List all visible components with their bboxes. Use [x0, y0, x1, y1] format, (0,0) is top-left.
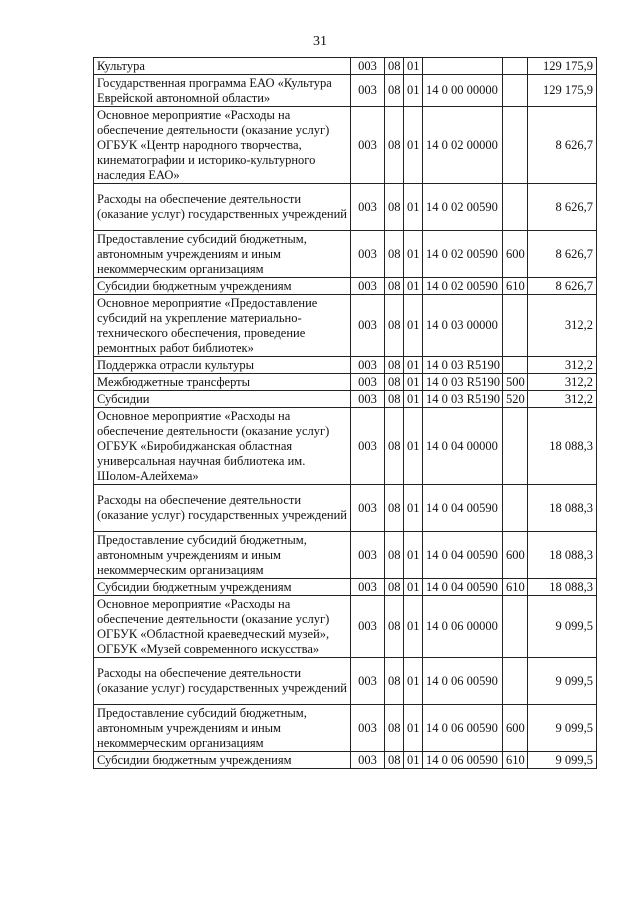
row-name: Основное мероприятие «Предоставление субсидий на укрепление материально-технического обеспечения, проведение ремонтных работ библиотек» — [94, 295, 351, 357]
row-expense-type — [503, 107, 528, 184]
row-amount: 18 088,3 — [528, 485, 597, 532]
row-amount: 9 099,5 — [528, 596, 597, 658]
row-target-code: 14 0 02 00590 — [423, 184, 503, 231]
row-subsection-code: 01 — [404, 579, 423, 596]
row-name: Субсидии бюджетным учреждениям — [94, 278, 351, 295]
row-admin-code: 003 — [351, 357, 385, 374]
table-row — [94, 107, 597, 184]
row-expense-type: 600 — [503, 705, 528, 752]
row-target-code — [423, 58, 503, 75]
row-section-code: 08 — [385, 658, 404, 705]
row-name: Основное мероприятие «Расходы на обеспечение деятельности (оказание услуг) ОГБУК «Центр народного творчества, кинематографии и историко-культурного наследия ЕАО» — [94, 107, 351, 184]
row-admin-code: 003 — [351, 295, 385, 357]
row-name: Предоставление субсидий бюджетным, автономным учреждениям и иным некоммерческим организациям — [94, 231, 351, 278]
row-subsection-code: 01 — [404, 295, 423, 357]
row-admin-code: 003 — [351, 184, 385, 231]
row-expense-type: 600 — [503, 231, 528, 278]
row-admin-code: 003 — [351, 596, 385, 658]
table-row — [94, 295, 597, 357]
table-row — [94, 596, 597, 658]
row-expense-type: 610 — [503, 752, 528, 769]
row-section-code: 08 — [385, 408, 404, 485]
page-number: 31 — [313, 34, 327, 49]
row-target-code: 14 0 03 00000 — [423, 295, 503, 357]
row-subsection-code: 01 — [404, 658, 423, 705]
row-amount: 18 088,3 — [528, 408, 597, 485]
row-target-code: 14 0 04 00590 — [423, 579, 503, 596]
row-subsection-code: 01 — [404, 705, 423, 752]
row-name: Предоставление субсидий бюджетным, автономным учреждениям и иным некоммерческим организациям — [94, 532, 351, 579]
row-subsection-code: 01 — [404, 752, 423, 769]
row-amount: 9 099,5 — [528, 752, 597, 769]
row-name: Субсидии бюджетным учреждениям — [94, 752, 351, 769]
row-subsection-code: 01 — [404, 278, 423, 295]
row-expense-type — [503, 184, 528, 231]
row-expense-type: 500 — [503, 374, 528, 391]
row-expense-type — [503, 408, 528, 485]
row-subsection-code: 01 — [404, 391, 423, 408]
row-expense-type — [503, 75, 528, 107]
row-admin-code: 003 — [351, 231, 385, 278]
row-target-code: 14 0 04 00590 — [423, 532, 503, 579]
row-subsection-code: 01 — [404, 231, 423, 278]
row-section-code: 08 — [385, 752, 404, 769]
row-target-code: 14 0 03 R5190 — [423, 357, 503, 374]
row-amount: 8 626,7 — [528, 231, 597, 278]
row-target-code: 14 0 02 00590 — [423, 231, 503, 278]
row-subsection-code: 01 — [404, 357, 423, 374]
row-expense-type: 520 — [503, 391, 528, 408]
row-amount: 8 626,7 — [528, 184, 597, 231]
table-row — [94, 374, 597, 391]
row-section-code: 08 — [385, 596, 404, 658]
table-row — [94, 391, 597, 408]
row-amount: 8 626,7 — [528, 107, 597, 184]
row-expense-type — [503, 485, 528, 532]
row-target-code: 14 0 02 00590 — [423, 278, 503, 295]
table-row — [94, 658, 597, 705]
table-row — [94, 231, 597, 278]
row-name: Основное мероприятие «Расходы на обеспечение деятельности (оказание услуг) ОГБУК «Биробиджанская областная универсальная научная библиотека им. Шолом-Алейхема» — [94, 408, 351, 485]
row-subsection-code: 01 — [404, 58, 423, 75]
table-row — [94, 184, 597, 231]
row-target-code: 14 0 02 00000 — [423, 107, 503, 184]
row-amount: 312,2 — [528, 374, 597, 391]
row-amount: 18 088,3 — [528, 579, 597, 596]
row-target-code: 14 0 06 00590 — [423, 705, 503, 752]
row-expense-type — [503, 658, 528, 705]
row-subsection-code: 01 — [404, 408, 423, 485]
table-row — [94, 75, 597, 107]
row-admin-code: 003 — [351, 485, 385, 532]
row-section-code: 08 — [385, 357, 404, 374]
row-admin-code: 003 — [351, 705, 385, 752]
row-subsection-code: 01 — [404, 184, 423, 231]
row-section-code: 08 — [385, 579, 404, 596]
row-admin-code: 003 — [351, 658, 385, 705]
row-admin-code: 003 — [351, 58, 385, 75]
row-name: Субсидии бюджетным учреждениям — [94, 579, 351, 596]
budget-table — [93, 57, 597, 769]
row-expense-type: 600 — [503, 532, 528, 579]
row-subsection-code: 01 — [404, 374, 423, 391]
table-row — [94, 357, 597, 374]
row-name: Межбюджетные трансферты — [94, 374, 351, 391]
table-row — [94, 532, 597, 579]
row-section-code: 08 — [385, 374, 404, 391]
row-name: Поддержка отрасли культуры — [94, 357, 351, 374]
row-section-code: 08 — [385, 705, 404, 752]
row-section-code: 08 — [385, 184, 404, 231]
row-admin-code: 003 — [351, 532, 385, 579]
table-row — [94, 408, 597, 485]
row-expense-type — [503, 596, 528, 658]
row-target-code: 14 0 04 00000 — [423, 408, 503, 485]
row-name: Основное мероприятие «Расходы на обеспечение деятельности (оказание услуг) ОГБУК «Областной краеведческий музей», ОГБУК «Музей современного искусства» — [94, 596, 351, 658]
row-admin-code: 003 — [351, 391, 385, 408]
row-name: Предоставление субсидий бюджетным, автономным учреждениям и иным некоммерческим организациям — [94, 705, 351, 752]
row-admin-code: 003 — [351, 278, 385, 295]
row-subsection-code: 01 — [404, 485, 423, 532]
row-admin-code: 003 — [351, 374, 385, 391]
row-subsection-code: 01 — [404, 532, 423, 579]
row-target-code: 14 0 00 00000 — [423, 75, 503, 107]
row-admin-code: 003 — [351, 752, 385, 769]
row-name: Субсидии — [94, 391, 351, 408]
row-target-code: 14 0 06 00000 — [423, 596, 503, 658]
row-section-code: 08 — [385, 107, 404, 184]
row-name: Расходы на обеспечение деятельности (оказание услуг) государственных учреждений — [94, 658, 351, 705]
row-expense-type — [503, 58, 528, 75]
table-row — [94, 705, 597, 752]
row-expense-type — [503, 357, 528, 374]
row-expense-type: 610 — [503, 278, 528, 295]
row-section-code: 08 — [385, 532, 404, 579]
row-amount: 129 175,9 — [528, 58, 597, 75]
row-name: Расходы на обеспечение деятельности (оказание услуг) государственных учреждений — [94, 184, 351, 231]
row-section-code: 08 — [385, 391, 404, 408]
row-expense-type — [503, 295, 528, 357]
row-section-code: 08 — [385, 485, 404, 532]
row-name: Государственная программа ЕАО «Культура Еврейской автономной области» — [94, 75, 351, 107]
row-name: Расходы на обеспечение деятельности (оказание услуг) государственных учреждений — [94, 485, 351, 532]
row-section-code: 08 — [385, 295, 404, 357]
row-target-code: 14 0 06 00590 — [423, 752, 503, 769]
row-amount: 8 626,7 — [528, 278, 597, 295]
row-subsection-code: 01 — [404, 596, 423, 658]
row-amount: 9 099,5 — [528, 705, 597, 752]
row-admin-code: 003 — [351, 75, 385, 107]
row-amount: 129 175,9 — [528, 75, 597, 107]
row-admin-code: 003 — [351, 107, 385, 184]
row-admin-code: 003 — [351, 579, 385, 596]
table-row — [94, 278, 597, 295]
row-section-code: 08 — [385, 278, 404, 295]
row-target-code: 14 0 03 R5190 — [423, 374, 503, 391]
row-amount: 312,2 — [528, 295, 597, 357]
row-name: Культура — [94, 58, 351, 75]
row-target-code: 14 0 04 00590 — [423, 485, 503, 532]
row-admin-code: 003 — [351, 408, 385, 485]
row-section-code: 08 — [385, 75, 404, 107]
row-amount: 312,2 — [528, 357, 597, 374]
table-row — [94, 752, 597, 769]
row-section-code: 08 — [385, 231, 404, 278]
row-amount: 18 088,3 — [528, 532, 597, 579]
row-subsection-code: 01 — [404, 75, 423, 107]
table-row — [94, 485, 597, 532]
row-subsection-code: 01 — [404, 107, 423, 184]
row-expense-type: 610 — [503, 579, 528, 596]
table-row — [94, 58, 597, 75]
row-amount: 312,2 — [528, 391, 597, 408]
table-row — [94, 579, 597, 596]
row-target-code: 14 0 06 00590 — [423, 658, 503, 705]
row-target-code: 14 0 03 R5190 — [423, 391, 503, 408]
row-amount: 9 099,5 — [528, 658, 597, 705]
row-section-code: 08 — [385, 58, 404, 75]
